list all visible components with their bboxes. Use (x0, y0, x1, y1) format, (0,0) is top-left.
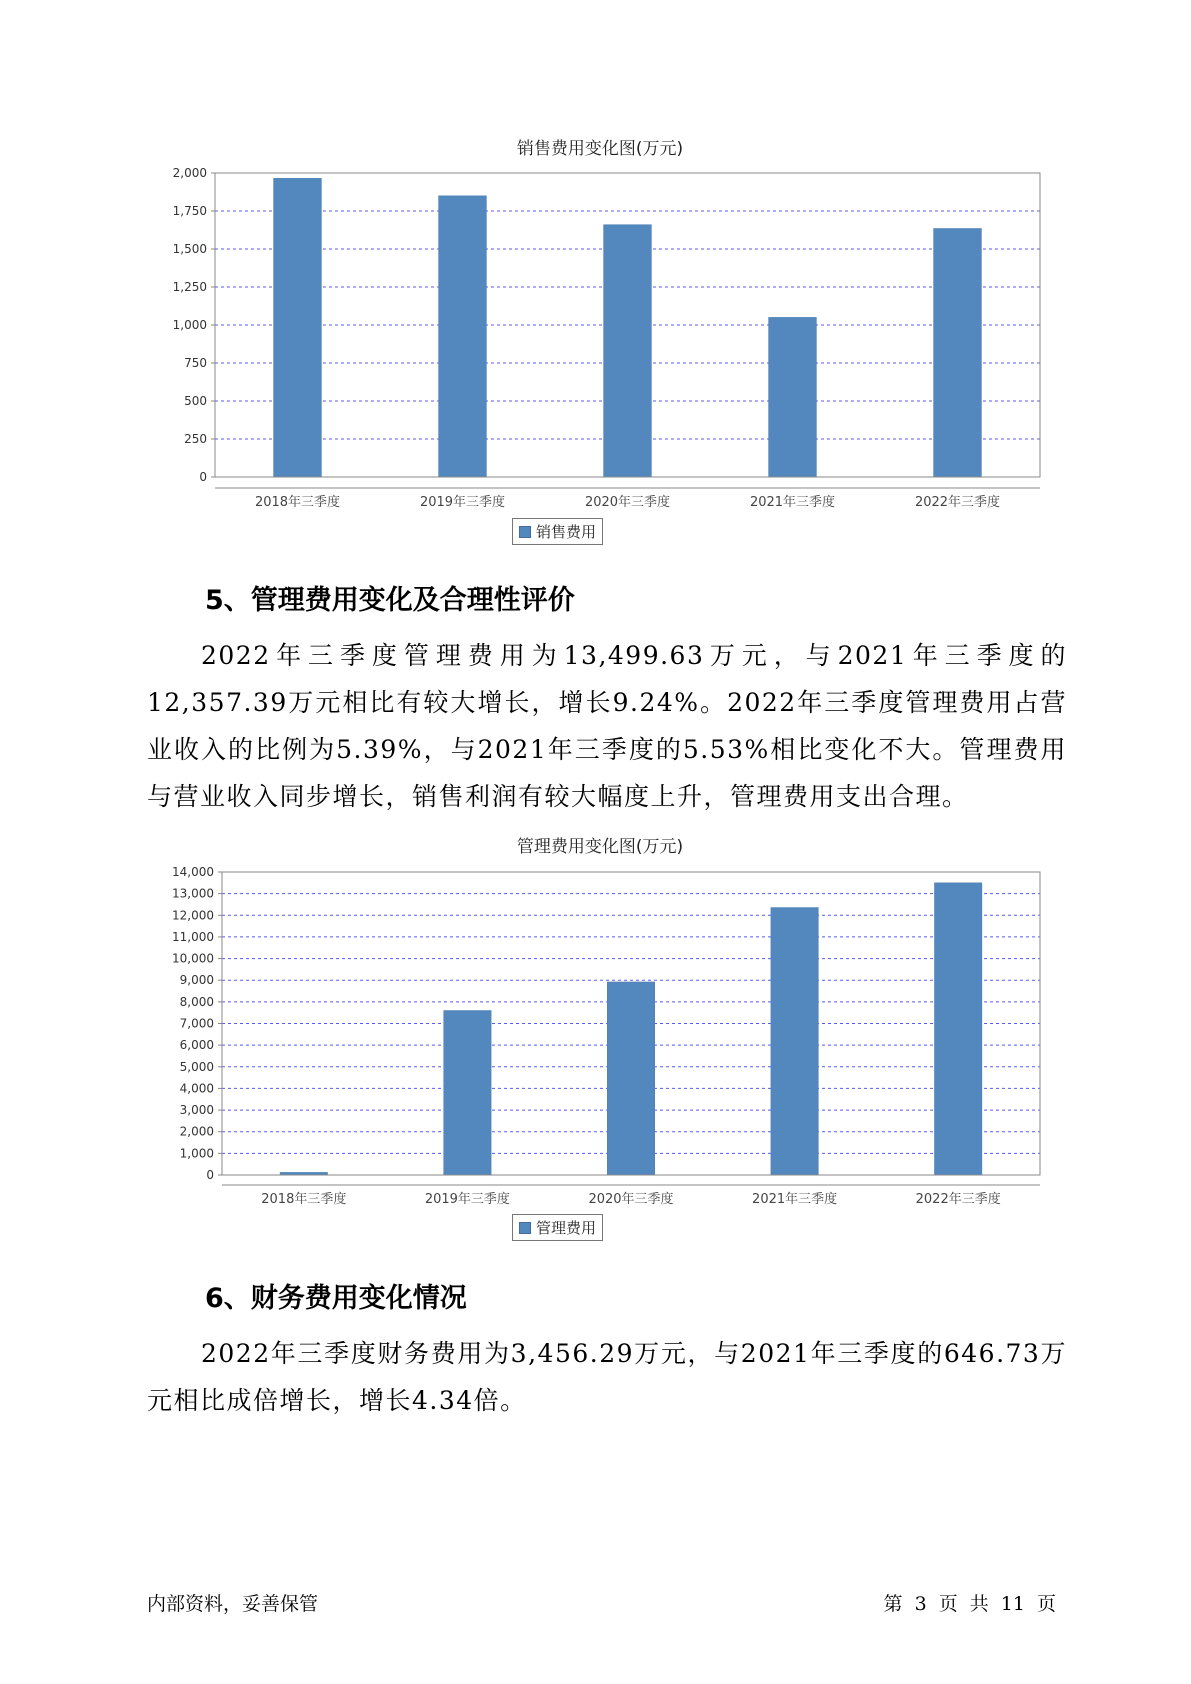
y-tick-label: 2,000 (172, 166, 207, 180)
y-tick-label: 6,000 (179, 1038, 214, 1053)
y-tick-label: 1,500 (172, 242, 207, 256)
bar (439, 196, 487, 477)
bar (274, 178, 322, 477)
bar (444, 1011, 491, 1175)
x-tick-label: 2022年三季度 (915, 1192, 1001, 1207)
x-tick-label: 2018年三季度 (261, 1192, 347, 1207)
legend-swatch (519, 526, 531, 538)
bar (771, 908, 818, 1175)
x-tick-label: 2019年三季度 (424, 1192, 510, 1207)
y-tick-label: 1,250 (172, 280, 207, 294)
y-tick-label: 3,000 (179, 1103, 214, 1118)
y-tick-label: 10,000 (172, 951, 214, 966)
y-tick-label: 2,000 (179, 1124, 214, 1139)
y-tick-label: 13,000 (172, 886, 214, 901)
y-tick-label: 9,000 (179, 973, 214, 988)
y-tick-label: 12,000 (172, 908, 214, 923)
sales-expense-chart (140, 128, 1060, 548)
y-tick-label: 11,000 (172, 929, 214, 944)
y-tick-label: 750 (184, 356, 207, 370)
y-tick-label: 250 (184, 432, 207, 446)
footer-note: 内部资料，妥善保管 (147, 1593, 319, 1615)
bar (934, 228, 982, 477)
x-tick-label: 2020年三季度 (584, 495, 671, 510)
admin-expense-chart (140, 826, 1060, 1246)
x-tick-label: 2018年三季度 (254, 495, 341, 510)
section-paragraph-6: 2022年三季度财务费用为3,456.29万元，与2021年三季度的646.73万元相比成倍增长，增长4.34倍。 (147, 1339, 1067, 1415)
page-number: 第 3 页 共 11 页 (883, 1593, 1056, 1615)
y-tick-label: 0 (199, 470, 207, 484)
chart-title: 销售费用变化图(万元) (516, 139, 684, 159)
x-tick-label: 2021年三季度 (752, 1192, 838, 1207)
y-tick-label: 1,000 (179, 1146, 214, 1161)
bar (769, 317, 817, 477)
chart-plot (140, 128, 1060, 548)
y-tick-label: 1,000 (172, 318, 207, 332)
chart-plot (140, 826, 1060, 1246)
x-tick-label: 2019年三季度 (419, 495, 506, 510)
y-tick-label: 5,000 (179, 1059, 214, 1074)
chart-legend (512, 518, 603, 545)
y-tick-label: 7,000 (179, 1016, 214, 1031)
bar (604, 225, 652, 477)
chart-title: 管理费用变化图(万元) (516, 837, 684, 857)
bar (934, 883, 981, 1175)
chart-legend (512, 1214, 603, 1241)
y-tick-label: 14,000 (172, 865, 214, 879)
y-tick-label: 8,000 (179, 994, 214, 1009)
y-tick-label: 1,750 (172, 204, 207, 218)
y-tick-label: 500 (184, 394, 207, 408)
y-tick-label: 4,000 (179, 1081, 214, 1096)
section-heading-5: 5、管理费用变化及合理性评价 (205, 585, 575, 616)
legend-swatch (519, 1222, 531, 1234)
x-tick-label: 2021年三季度 (749, 495, 836, 510)
section-paragraph-5: 2022年三季度管理费用为13,499.63万元，与2021年三季度的12,357.39万元相比有较大增长，增长9.24%。2022年三季度管理费用占营业收入的比例为5.39%，与2021年三季度的5.53%相比变化不大。管理费用与营业收入同步增长，销售利润有较大幅度上升，管理费用支出合理。 (147, 641, 1067, 811)
x-tick-label: 2022年三季度 (914, 495, 1001, 510)
section-heading-6: 6、财务费用变化情况 (205, 1283, 467, 1314)
y-tick-label: 0 (206, 1168, 214, 1182)
legend-label: 管理费用 (536, 1219, 597, 1237)
bar (607, 982, 654, 1175)
legend-label: 销售费用 (536, 523, 597, 541)
x-tick-label: 2020年三季度 (588, 1192, 674, 1207)
